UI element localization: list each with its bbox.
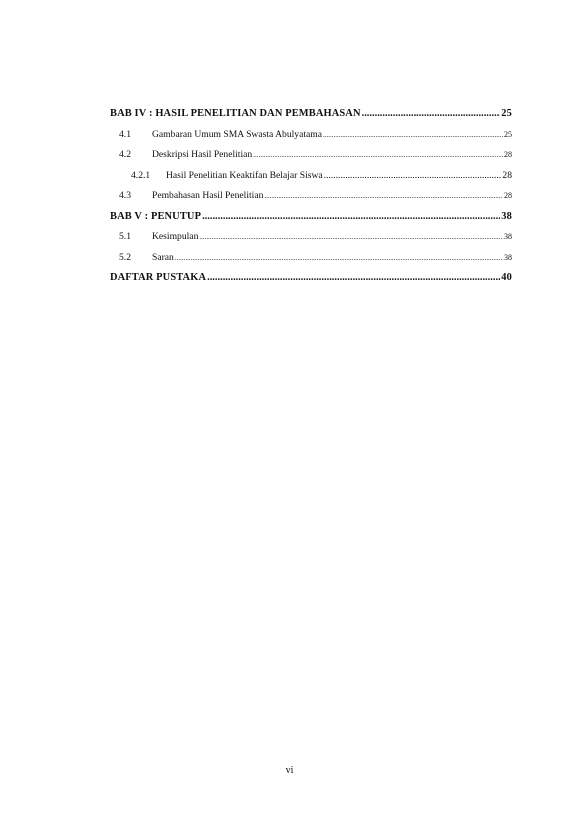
toc-entry-page: 38 <box>504 252 512 262</box>
toc-entry-title: Saran <box>152 251 174 263</box>
toc-entry-bab-v[interactable] <box>110 211 512 232</box>
toc-entry-number: 5.2 <box>119 251 131 263</box>
dot-leader <box>264 192 503 200</box>
toc-entry-number: 5.1 <box>119 231 131 242</box>
dot-leader <box>253 151 503 159</box>
toc-entry-page: 38 <box>504 232 512 241</box>
toc-entry-4-2-1[interactable] <box>110 170 512 191</box>
toc-entry-4-1[interactable] <box>110 129 512 150</box>
toc-entry-page: 38 <box>501 210 512 222</box>
toc-entry-number: 4.2.1 <box>131 169 151 181</box>
toc-entry-title: DAFTAR PUSTAKA <box>110 272 207 283</box>
toc-entry-number: 4.3 <box>119 190 131 201</box>
toc-entry-5-2[interactable] <box>110 252 512 273</box>
toc-entry-number: 4.1 <box>119 128 131 140</box>
toc-entry-4-3[interactable] <box>110 190 512 211</box>
toc-entry-title: Deskripsi Hasil Penelitian <box>152 149 253 160</box>
toc-entry-title: Pembahasan Hasil Penelitian <box>152 190 264 201</box>
dot-leader <box>323 131 503 139</box>
toc-entry-title: Gambaran Umum SMA Swasta Abulyatama <box>152 128 322 140</box>
toc-entry-page: 25 <box>504 129 512 139</box>
page-number: vi <box>285 765 294 776</box>
toc-entry-title: Kesimpulan <box>152 231 199 242</box>
toc-entry-page: 28 <box>504 150 512 159</box>
toc-entry-bab-iv[interactable] <box>110 108 512 129</box>
dot-leader <box>362 108 501 119</box>
toc-entry-page: 40 <box>501 272 512 283</box>
dot-leader <box>199 233 503 241</box>
toc-entry-title: BAB V : PENUTUP <box>110 210 202 222</box>
toc-entry-page: 28 <box>502 169 512 181</box>
dot-leader <box>202 211 500 222</box>
toc-entry-page: 28 <box>504 191 512 200</box>
dot-leader <box>175 254 503 262</box>
dot-leader <box>207 272 500 283</box>
toc-entry-title: Hasil Penelitian Keaktifan Belajar Siswa <box>166 169 323 181</box>
toc-entry-title: BAB IV : HASIL PENELITIAN DAN PEMBAHASAN <box>110 108 361 119</box>
toc-entry-5-1[interactable] <box>110 231 512 252</box>
toc-entry-4-2[interactable] <box>110 149 512 170</box>
toc-entry-number: 4.2 <box>119 149 131 160</box>
toc-entry-page: 25 <box>501 108 512 119</box>
dot-leader <box>324 170 502 181</box>
toc-entry-daftar-pustaka[interactable] <box>110 272 512 293</box>
table-of-contents <box>110 108 512 293</box>
